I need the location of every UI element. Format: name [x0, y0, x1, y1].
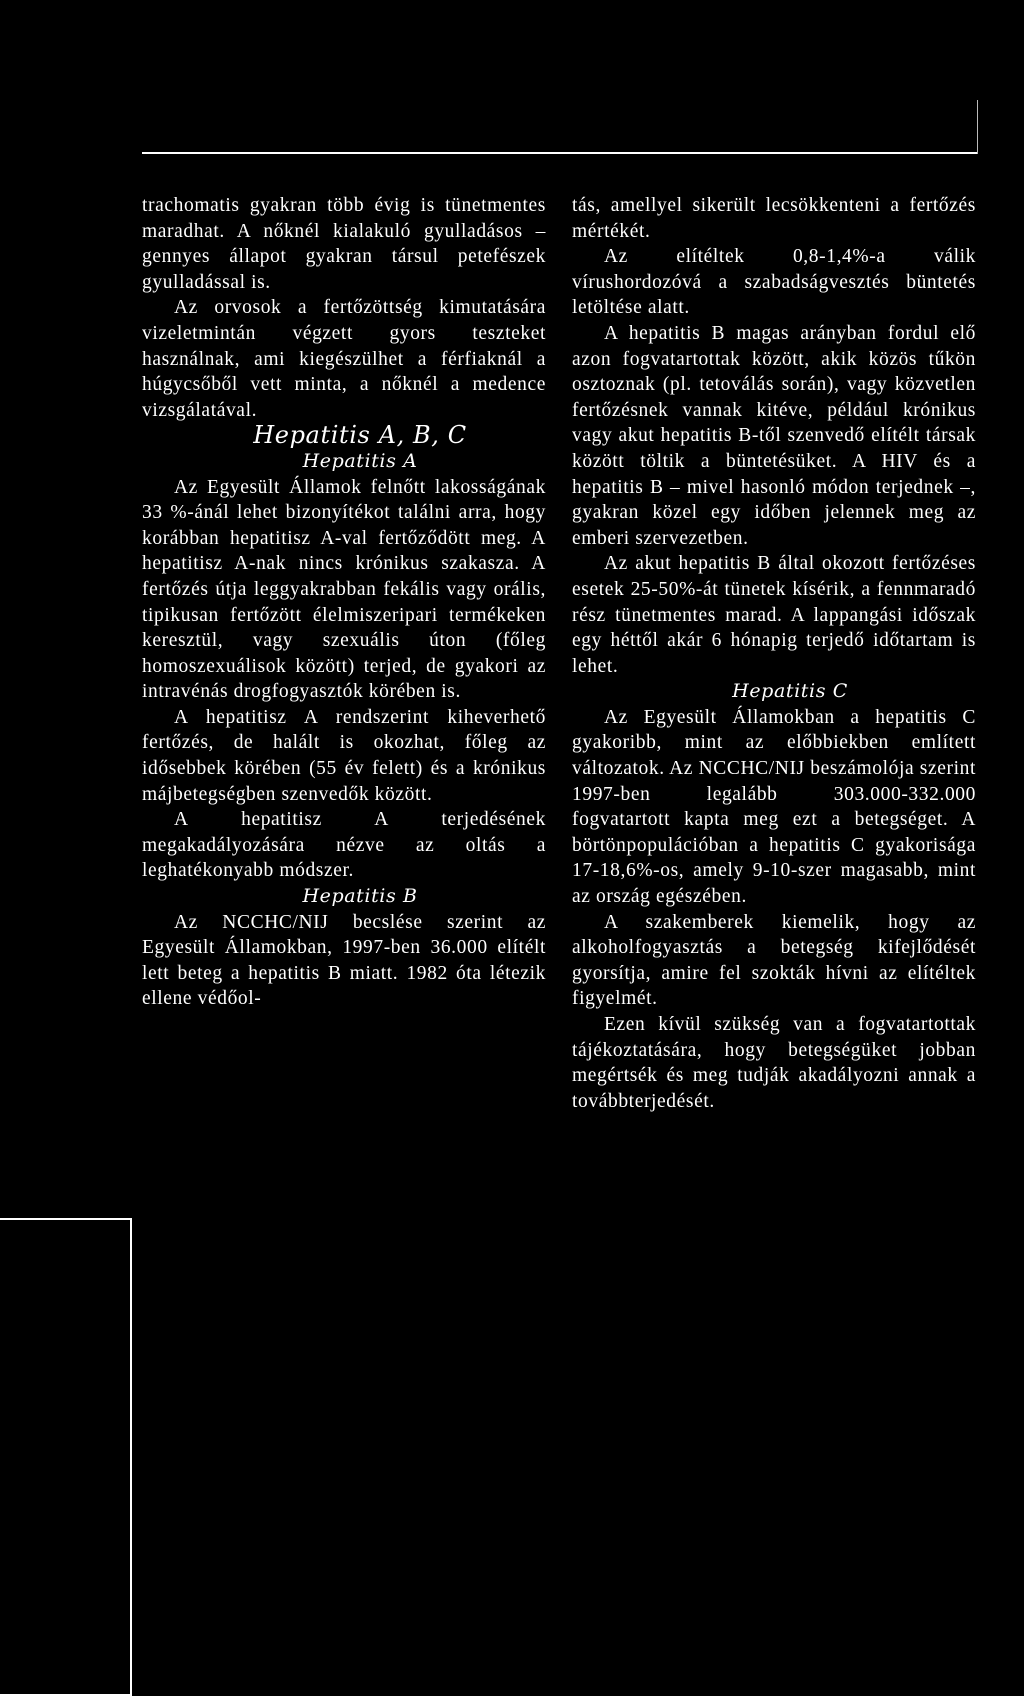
paragraph: Az elítéltek 0,8-1,4%-a válik vírushordozóvá a szabadságvesztés büntetés letöltése alatt.: [572, 246, 976, 319]
header-rule: [142, 152, 977, 154]
right-column: [572, 193, 976, 1114]
paragraph: Az NCCHC/NIJ becslése szerint az Egyesült Államokban, 1997-ben 36.000 elítélt lett beteg a hepatitis B miatt. 1982 óta létezik ellene védőol-: [142, 911, 546, 1010]
paragraph-continued: tás, amellyel sikerült lecsökkenteni a fertőzés mértékét.: [572, 195, 976, 242]
paragraph: A hepatitisz A terjedésének megakadályozására nézve az oltás a leghatékonyabb módszer.: [142, 809, 546, 882]
section-heading: Hepatitis A, B, C: [253, 421, 467, 450]
left-column: [142, 193, 546, 1012]
paragraph: Az Egyesült Államok felnőtt lakosságának 33 %-ánál lehet bizonyítékot találni arra, hogy korábban hepatitisz A-val fertőződött meg. A hepatitisz A-nak nincs krónikus szakasza. A fertőzés útja leggyakrabban fekális vagy orális, tipikusan fertőzött élelmiszeripari termékeken keresztül, vagy szexuális úton (főleg homoszexuálisok között) terjed, de gyakori az intravénás drogfogyasztók körében is.: [142, 476, 546, 703]
paragraph: Az orvosok a fertőzöttség kimutatására vizeletmintán végzett gyors teszteket használnak, ami kiegészülhet a férfiaknál a húgycsőből vett minta, a nőknél a medence vizsgálatával.: [142, 297, 546, 421]
paragraph: Az akut hepatitis B által okozott fertőzéses esetek 25-50%-át tünetek kísérik, a fennmaradó rész tünetmentes marad. A lappangási időszak egy héttől akár 6 hónapig terjedő időtartam is lehet.: [572, 553, 976, 677]
subsection-heading-b: Hepatitis B: [302, 885, 418, 908]
paragraph: A hepatitis B magas arányban fordul elő azon fogvatartottak között, akik közös tűkön osztoznak (pl. tetoválás során), vagy közvetlen fertőzésnek vannak kitéve, például krónikus vagy akut hepatitis B-től szenvedő elítélt társak között töltik a büntetésüket. A HIV és a hepatitis B – mivel hasonló módon terjednek –, gyakran közel egy időben jelennek meg az emberi szervezetben.: [572, 322, 976, 549]
paragraph-continued: trachomatis gyakran több évig is tünetmentes maradhat. A nőknél kialakuló gyulladásos – gennyes állapot gyakran társul petefészek gyulladással is.: [142, 195, 546, 293]
paragraph: Ezen kívül szükség van a fogvatartottak tájékoztatására, hogy betegségüket jobban megértsék és meg tudják akadályozni annak a továbbterjedését.: [572, 1014, 976, 1112]
subsection-heading-c: Hepatitis C: [732, 680, 848, 703]
margin-box: [0, 1218, 132, 1696]
paragraph: Az Egyesült Államokban a hepatitis C gyakoribb, mint az előbbiekben említett változatok. Az NCCHC/NIJ beszámolója szerint 1997-ben legalább 303.000-332.000 fogvatartott kapta meg ezt a betegséget. A börtönpopulációban a hepatitis C gyakorisága 17-18,6%-os, amely 9-10-szer magasabb, mint az ország egészében.: [572, 706, 976, 908]
corner-mark: [977, 100, 978, 154]
subsection-heading-a: Hepatitis A: [302, 449, 418, 472]
paragraph: A hepatitisz A rendszerint kiheverhető fertőzés, de halált is okozhat, főleg az idősebbek körében (55 év felett) és a krónikus májbetegségben szenvedők között.: [142, 706, 546, 805]
paragraph: A szakemberek kiemelik, hogy az alkoholfogyasztás a betegség kifejlődését gyorsítja, amire fel szokták hívni az elítéltek figyelmét.: [572, 911, 976, 1010]
